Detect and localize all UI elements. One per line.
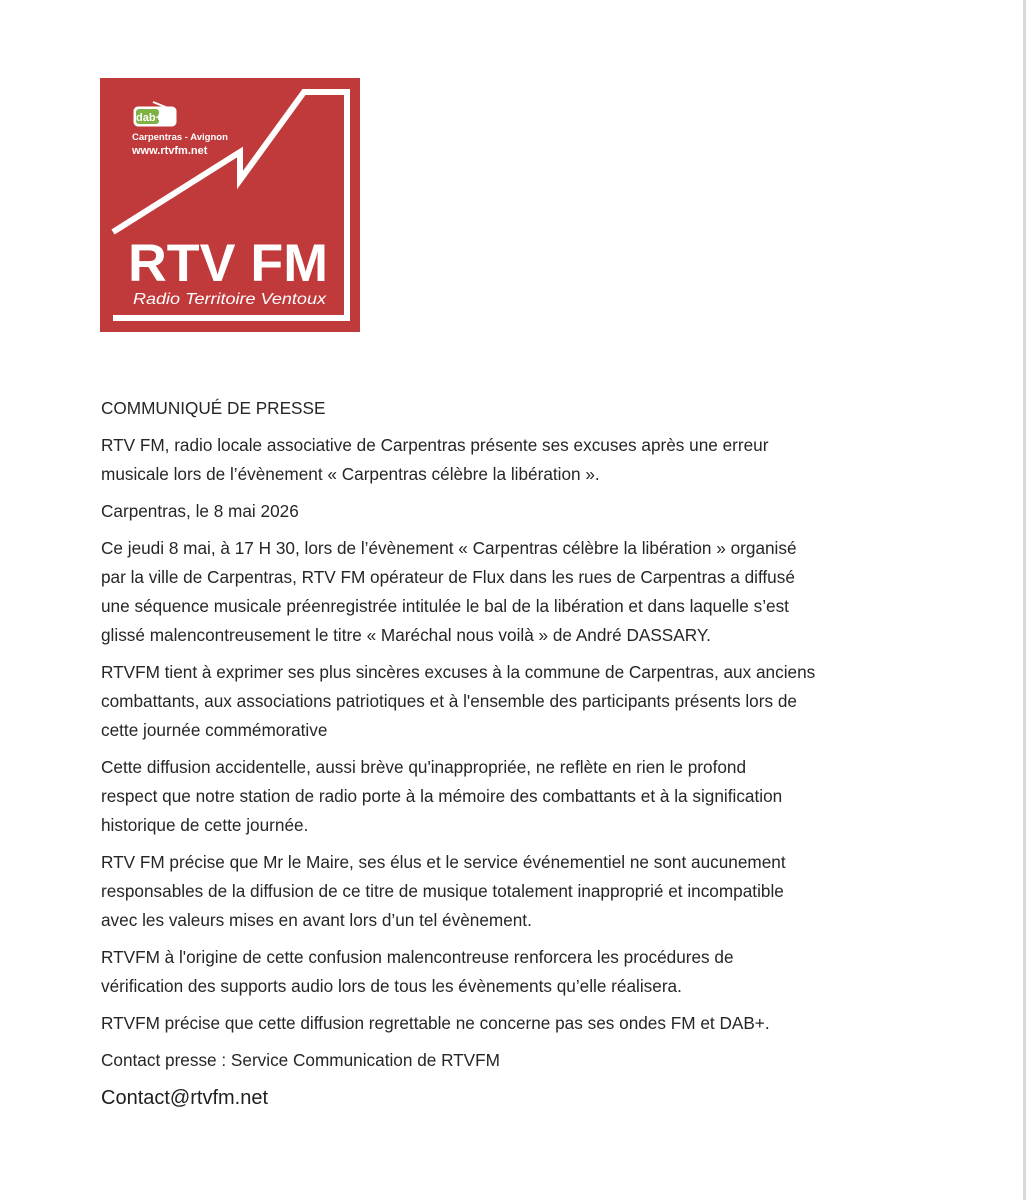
- paragraph-responsibility: RTV FM précise que Mr le Maire, ses élus et le service événementiel ne sont aucunement responsables de la diffusion de ce titre de musique totalement inapproprié et incompatible avec les valeurs mises en avant lors d’un tel évènement.: [101, 852, 786, 930]
- rtv-fm-logo: [100, 78, 360, 332]
- logo-tagline: Radio Territoire Ventoux: [133, 291, 328, 308]
- paragraph-procedures: RTVFM à l'origine de cette confusion malencontreuse renforcera les procédures de vérification des supports audio lors de tous les évènements qu’elle réalisera.: [101, 947, 734, 996]
- paragraph-event: Ce jeudi 8 mai, à 17 H 30, lors de l’évènement « Carpentras célèbre la libération » organisé par la ville de Carpentras, RTV FM opérateur de Flux dans les rues de Carpentras a diffusé une séquence musicale préenregistrée intitulée le bal de la libération et dans laquelle s’est glissé malencontreusement le titre « Maréchal nous voilà » de André DASSARY.: [101, 538, 797, 645]
- press-release-body: [101, 394, 901, 1113]
- logo-brand: RTV FM: [128, 234, 328, 293]
- paragraph-scope: RTVFM précise que cette diffusion regrettable ne concerne pas ses ondes FM et DAB+.: [101, 1013, 770, 1033]
- logo-graphic: [100, 78, 360, 332]
- logo-website: www.rtvfm.net: [132, 145, 208, 157]
- dateline: Carpentras, le 8 mai 2026: [101, 501, 299, 521]
- intro-paragraph: RTV FM, radio locale associative de Carpentras présente ses excuses après une erreur musicale lors de l’évènement « Carpentras célèbre la libération ».: [101, 435, 769, 484]
- contact-line: Contact presse : Service Communication de RTVFM: [101, 1050, 500, 1070]
- document-heading: COMMUNIQUÉ DE PRESSE: [101, 398, 326, 418]
- logo-badge: dab+: [136, 112, 162, 124]
- contact-email-link[interactable]: Contact@rtvfm.net: [101, 1087, 269, 1109]
- logo-region: Carpentras - Avignon: [132, 132, 228, 143]
- paragraph-respect: Cette diffusion accidentelle, aussi brève qu'inappropriée, ne reflète en rien le profond respect que notre station de radio porte à la mémoire des combattants et à la signification historique de cette journée.: [101, 757, 783, 835]
- paragraph-apology: RTVFM tient à exprimer ses plus sincères excuses à la commune de Carpentras, aux anciens combattants, aux associations patriotiques et à l'ensemble des participants présents lors de cette journée commémorative: [101, 662, 816, 740]
